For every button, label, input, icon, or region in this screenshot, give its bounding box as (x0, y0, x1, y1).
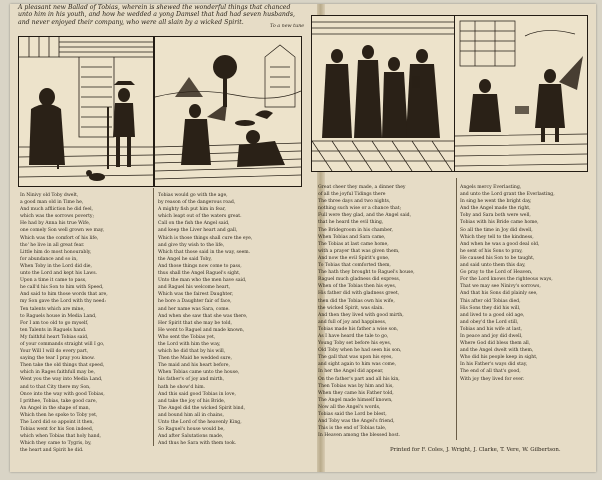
verse-line: Little him do most honourably, (20, 249, 92, 255)
verse-line: Tobias made his father a wise son, (318, 326, 399, 332)
verse-line: For I am too old to go myself, (20, 320, 89, 326)
verse-line: In his Father's ways did stay, (460, 362, 528, 368)
verse-line: which when Tobias that holy hand, (20, 434, 101, 440)
verse-line: That we may see Ninivy's sorrows, (460, 284, 541, 290)
verse-line: Call on the fish the Angel said, (158, 221, 230, 227)
verse-line: As I have heard the tale to go, (318, 333, 389, 339)
column-divider-right (456, 178, 457, 440)
verse-line: A mighty fish put him in fear, (158, 207, 226, 213)
verse-line: And the Angel made the right, (460, 206, 531, 212)
verse-line: Go pray to the Lord of Heaven, (460, 270, 533, 276)
verse-line: In Ninivy old Toby dwelt, (20, 193, 79, 198)
verse-line: Tobias went for his Son indeed, (20, 427, 94, 433)
verse-line: hath he show'd him. (158, 384, 206, 390)
verse-line: And Toby was the Angel's friend, (318, 419, 395, 425)
verse-line: and said unto them this day, (460, 263, 526, 269)
verse-line: and the Angel dwelt with them, (460, 348, 534, 354)
woodcut-tobit-blind-at-doorway (18, 36, 154, 187)
verse-line: Great cheer they made, a dinner they (318, 185, 406, 190)
verse-line: Upon a time it came to pass, (20, 278, 87, 284)
verse-line: and keep the Liver heart and gall, (158, 228, 238, 234)
verse-line: In Heaven among the blessed host. (318, 433, 400, 439)
verse-line: When Tobias and Sara came, (318, 234, 386, 240)
verse-line: Toby and Sara both were well, (460, 213, 531, 219)
verse-line: And those things now come to pass, (158, 263, 242, 269)
ballad-column-1 (20, 192, 148, 454)
verse-line: Who did his people keep in sight, (460, 355, 538, 361)
verse-line: he bore a Daughter fair of face, (158, 299, 232, 305)
verse-line: the Lord with him the way, (158, 341, 221, 347)
verse-line: Which was the fairest Daughter, (158, 292, 234, 298)
verse-line: And after Salutations made, (158, 434, 224, 440)
verse-line: Then Tobias was by him and his, (318, 383, 394, 389)
verse-line: Which is those things shall cure the eye, (158, 235, 253, 241)
verse-line: And said to him those words that are, (20, 292, 108, 298)
ballad-column-3 (318, 184, 454, 439)
verse-line: When of the Tobias then his eyes, (318, 284, 397, 290)
verse-line: by reason of the dangerous road, (158, 200, 236, 206)
verse-line: the Angel he said Toby, (158, 256, 212, 262)
verse-line: And this said good Tobias in love, (158, 391, 236, 397)
verse-line: and lived to a good old age, (460, 312, 525, 318)
verse-line: Raguel much gladness did express, (318, 277, 401, 283)
verse-line: and her name was Sara, come. (158, 306, 230, 312)
verse-line: Then the Maid he wedded sure, (158, 356, 232, 362)
verse-line: In sing he went the bright day, (460, 199, 532, 205)
verse-line: The Lord did so appoint it then, (20, 420, 94, 425)
verse-line: Which they came to Tygris, by, (20, 441, 92, 447)
verse-line: my Son gave the Lord with thy need: (20, 299, 107, 305)
verse-line: Full were they glad, and the Angel said, (318, 213, 412, 219)
verse-line: and give thy wish to the life, (158, 242, 225, 248)
verse-line: With joy they lived for ever. (460, 376, 525, 382)
verse-line: The Tobias at last came home, (318, 241, 389, 247)
verse-line: Which was the comfort of his life, (20, 235, 99, 241)
verse-line: Which that those said in the way, seem. (158, 249, 251, 255)
verse-line: Ten talents which are mine, (20, 306, 85, 312)
verse-line: he sent of his Sons to pray, (460, 248, 523, 254)
verse-line: which he did that by his will, (158, 349, 226, 355)
verse-line: Once into the way with good Tobias, (20, 391, 105, 397)
verse-line: which in Rages faithfull may be, (20, 370, 96, 376)
verse-line: And when she saw that she was there, (158, 313, 248, 319)
verse-line: And then they lived with good mirth, (318, 312, 404, 318)
ballad-column-2 (158, 192, 296, 447)
printer-imprint: Printed for F. Coles, J. Wright, J. Clarke, T. Vere, W. Gilbertson. (390, 447, 561, 453)
verse-line: Unto the Lord of the heavenly King, (158, 420, 242, 425)
verse-line: of your commands straight will I go, (20, 341, 105, 347)
verse-line: For the Lord knows the righteous ways, (460, 277, 553, 283)
verse-line: Unto the man who the men have said, (158, 278, 247, 284)
verse-line: which leapt out of the waters great. (158, 214, 242, 220)
verse-line: The Angel made himself known, (318, 397, 393, 403)
verse-line: Which then he spoke to Toby yet, (20, 412, 98, 418)
tune-line: To a new tune (270, 24, 305, 29)
woodcut-wedding-scene (311, 15, 455, 172)
verse-line: Tobias and his wife at last, (460, 326, 522, 332)
verse-line: Your Will I will do every part, (20, 349, 89, 355)
verse-line: ten Talents in Raguels hand. (20, 327, 87, 333)
verse-line: and Raguel his welcome heart, (158, 285, 231, 291)
verse-line: the wicked Spirit, was slain. (318, 305, 384, 311)
verse-line: The hath they brought to Raguel's house, (318, 270, 415, 276)
verse-line: Now all the Angel's words, (318, 404, 381, 410)
verse-line: This after old Tobias died, (460, 298, 521, 304)
verse-line: Young Toby set before his eyes, (318, 341, 392, 347)
verse-line: for abundance and so in, (20, 256, 78, 262)
verse-line: Her Spirit that she may be told, (158, 320, 233, 326)
verse-line: Tobias with his Bride came home, (460, 220, 539, 226)
verse-line: In peace and joy did dwell, (460, 333, 523, 339)
verse-line: he call'd his Son to him with Speed, (20, 285, 104, 291)
verse-line: I prithee, Tobias, take good care, (20, 398, 98, 404)
verse-line: and bound him all in chains, (158, 412, 224, 418)
verse-line: His Sons they did his will, (460, 305, 521, 311)
verse-line: Then take the old things that speed, (20, 363, 105, 369)
verse-line: The three days and two nights, (318, 199, 391, 205)
verse-line: with a prayer that was given them, (318, 248, 400, 254)
verse-line: a good man old in Time he, (20, 200, 84, 206)
verse-line: and to that City there my Son, (20, 384, 91, 390)
verse-line: The gall that was upon his eyes, (318, 355, 393, 361)
verse-line: The Angel did the wicked Spirit bind, (158, 405, 246, 411)
verse-line: The end of all that's good, (460, 369, 521, 375)
verse-line: On the father's part and all his kin, (318, 376, 400, 382)
verse-line: Who sent the Tobias yet, (158, 334, 216, 340)
verse-line: to Raguels house in Media Land, (20, 313, 97, 319)
verse-line: To Tobias that comforted them, (318, 263, 391, 269)
verse-line: And when he was a good deal old, (460, 241, 540, 247)
verse-line: saying the tear I pray you know. (20, 356, 95, 362)
verse-line: The maid and his heart before, (158, 363, 230, 369)
verse-line: unto the Lord and kept his Laws. (20, 271, 98, 277)
verse-line: When Tobias came unto the house, (158, 370, 240, 376)
ballad-title: A pleasant new Ballad of Tobias, wherein is shewed the wonderful things that chanced unto him in his youth, and how he wedded a yong Damsel that had had seven husbands, and never enjoyed their company, who were all slain by a wicked Spirit. (18, 4, 295, 26)
verse-line: tho' he live in all great fear. (20, 242, 85, 248)
verse-line: He went to Raguel and made known, (158, 327, 245, 333)
verse-line: When Toby in the Lord did die, (20, 263, 92, 269)
verse-line: thus shall the Angel Raguel's sight, (158, 271, 241, 277)
verse-line: He caused his Son to be taught, (460, 255, 535, 261)
verse-line: one comely Son well grown we may, (20, 228, 105, 234)
verse-line: and take the joy of his Bride, (158, 398, 226, 404)
verse-line: Which they tell to the kindness, (460, 234, 534, 240)
verse-line: Angels mercy Everlasting, (460, 185, 522, 190)
ballad-column-4 (460, 184, 586, 383)
verse-line: The Bridegroom in his chamber, (318, 227, 393, 233)
verse-line: that he heard the evil thing, (318, 220, 384, 226)
verse-line: In her the Angel did appear, (318, 369, 384, 375)
verse-line: When they came his Father told, (318, 390, 394, 396)
verse-line: and obey'd the Lord still, (460, 319, 519, 325)
verse-line: and sight again to him was come, (318, 362, 397, 368)
woodcut-tobias-and-angel-journey (454, 15, 588, 172)
verse-line: So all the time in Joy did dwell, (460, 227, 533, 233)
verse-line: My faithful heart Tobias said, (20, 334, 89, 340)
verse-line: his father's of joy and mirth, (158, 377, 225, 383)
verse-line: He had by Anna his true Wife, (20, 221, 91, 227)
verse-line: And thus he Sara with them took. (158, 441, 237, 447)
verse-line: and unto the Lord grant the Everlasting, (460, 192, 555, 198)
verse-line: the heart and Spirit he did. (20, 448, 84, 454)
verse-line: An Angel in the shape of man, (20, 405, 91, 411)
verse-line: of all the joyful Tidings there (318, 192, 386, 198)
verse-line: which was the sorrows poverty; (20, 214, 95, 220)
verse-line: This is the end of Tobias tale, (318, 426, 387, 432)
verse-line: Old Toby when he had seen his son, (318, 348, 402, 354)
verse-line: So Raguel's house would be, (158, 427, 225, 433)
woodcut-tobias-and-angel-with-fish (154, 36, 302, 187)
verse-line: And that his Sons did plainly see, (460, 291, 538, 297)
verse-line: His father did with gladness greet, (318, 291, 400, 297)
column-divider-left (153, 188, 154, 446)
verse-line: Tobias said the Lord be blest, (318, 412, 387, 417)
verse-line: And now the evil Spirit's gone, (318, 255, 390, 261)
verse-line: nothing such wise or a chance that; (318, 206, 402, 212)
verse-line: Tobias would go with the age, (158, 193, 228, 198)
verse-line: Where God did bless them all, (460, 341, 531, 347)
verse-line: then did the Tobias own his wife, (318, 298, 395, 304)
verse-line: Went you the way into Media Land, (20, 377, 103, 383)
verse-line: And much affliction he did feel, (20, 207, 94, 213)
verse-line: and full of joy and happiness, (318, 319, 387, 325)
